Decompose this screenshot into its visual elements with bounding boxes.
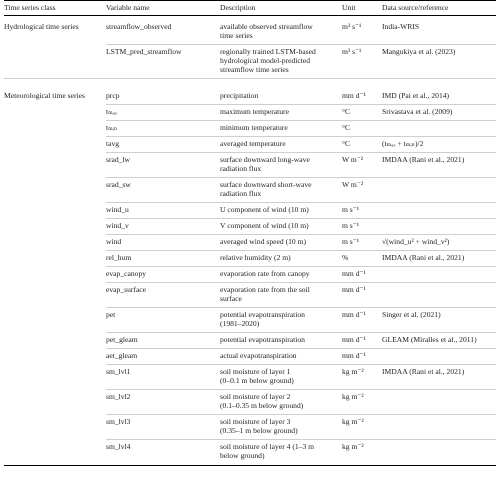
description-line: available observed streamflow [220, 22, 313, 31]
description-line: averaged temperature [220, 139, 286, 148]
unit: m s⁻¹ [342, 205, 360, 214]
description-line: (0.35–1 m below ground) [220, 426, 298, 435]
description-line: soil moisture of layer 2 [220, 392, 291, 401]
row-separator [106, 104, 496, 105]
unit: m s⁻¹ [342, 237, 360, 246]
unit: °C [342, 139, 351, 148]
unit: °C [342, 123, 351, 132]
row-separator [106, 177, 496, 178]
unit: W m⁻² [342, 180, 364, 189]
unit: mm d⁻¹ [342, 335, 366, 344]
data-source: (tₘₐₓ + tₘᵢₙ)/2 [382, 139, 424, 148]
unit: mm d⁻¹ [342, 351, 366, 360]
row-separator [106, 120, 496, 121]
description-line: surface downward short-wave [220, 180, 312, 189]
data-source: GLEAM (Miralles et al., 2011) [382, 335, 477, 344]
unit: m³ s⁻¹ [342, 22, 362, 31]
variable-name: sm_lvl3 [106, 417, 131, 426]
variable-name: streamflow_observed [106, 22, 172, 31]
description-line: below ground) [220, 451, 265, 460]
description-line: averaged wind speed (10 m) [220, 237, 307, 246]
table-bottom-rule [4, 465, 496, 466]
description-line: (0–0.1 m below ground) [220, 376, 294, 385]
row-separator [106, 389, 496, 390]
variable-name: sm_lvl2 [106, 392, 131, 401]
row-separator [106, 44, 496, 45]
description-line: actual evapotranspiration [220, 351, 297, 360]
data-source: IMD (Pai et al., 2014) [382, 91, 450, 100]
description-line: evaporation rate from canopy [220, 269, 310, 278]
row-separator [106, 250, 496, 251]
data-source: IMDAA (Rani et al., 2021) [382, 155, 465, 164]
variable-name: wind [106, 237, 122, 246]
description-line: evaporation rate from the soil [220, 285, 310, 294]
variable-name: evap_surface [106, 285, 147, 294]
unit: kg m⁻² [342, 417, 364, 426]
description-line: soil moisture of layer 1 [220, 367, 291, 376]
data-source: Srivastava et al. (2009) [382, 107, 453, 116]
variable-name: aet_gleam [106, 351, 138, 360]
row-separator [106, 218, 496, 219]
unit: m³ s⁻¹ [342, 47, 362, 56]
unit: mm d⁻¹ [342, 91, 366, 100]
variable-name: evap_canopy [106, 269, 147, 278]
description-line: potential evapotranspiration [220, 310, 305, 319]
description-line: relative humidity (2 m) [220, 253, 291, 262]
data-source: India-WRIS [382, 22, 420, 31]
description-line: regionally trained LSTM-based [220, 47, 316, 56]
time-series-class: Hydrological time series [4, 22, 79, 31]
row-separator [106, 234, 496, 235]
row-separator [106, 348, 496, 349]
description-line: surface downward long-wave [220, 155, 310, 164]
variable-name: rel_hum [106, 253, 132, 262]
unit: mm d⁻¹ [342, 269, 366, 278]
unit: % [342, 253, 349, 262]
row-separator [106, 282, 496, 283]
data-source: IMDAA (Rani et al., 2021) [382, 367, 465, 376]
row-separator [106, 332, 496, 333]
row-separator [106, 364, 496, 365]
data-source: IMDAA (Rani et al., 2021) [382, 253, 465, 262]
variable-name: tₘᵢₙ [106, 123, 118, 132]
variable-name: tavg [106, 139, 120, 148]
variable-name: sm_lvl1 [106, 367, 131, 376]
unit: kg m⁻² [342, 442, 364, 451]
variable-name: tₘₐₓ [106, 107, 118, 116]
row-separator [106, 307, 496, 308]
description-line: U component of wind (10 m) [220, 205, 309, 214]
data-source: Mangukiya et al. (2023) [382, 47, 456, 56]
row-separator [106, 136, 496, 137]
description-line: V component of wind (10 m) [220, 221, 309, 230]
variable-name: srad_sw [106, 180, 131, 189]
variable-name: pet [106, 310, 116, 319]
description-line: potential evapotranspiration [220, 335, 305, 344]
header-rule [4, 15, 496, 16]
variable-name: srad_lw [106, 155, 131, 164]
unit: °C [342, 107, 351, 116]
variable-name: prcp [106, 91, 120, 100]
row-separator [106, 152, 496, 153]
variable-name: sm_lvl4 [106, 442, 131, 451]
unit: mm d⁻¹ [342, 285, 366, 294]
header-description: Description [220, 3, 256, 12]
description-line: minimum temperature [220, 123, 288, 132]
row-separator [106, 414, 496, 415]
unit: m s⁻¹ [342, 221, 360, 230]
description-line: time series [220, 31, 253, 40]
description-line: surface [220, 294, 242, 303]
variable-name: wind_u [106, 205, 129, 214]
description-line: radiation flux [220, 189, 262, 198]
data-source: √(wind_u² + wind_v²) [382, 237, 450, 246]
unit: W m⁻² [342, 155, 364, 164]
row-separator [4, 78, 496, 79]
row-separator [106, 266, 496, 267]
header-variable-name: Variable name [106, 3, 150, 12]
data-source: Singer et al. (2021) [382, 310, 441, 319]
variable-name: pet_gleam [106, 335, 138, 344]
header-data-source: Data source/reference [382, 3, 449, 12]
header-unit: Unit [342, 3, 356, 12]
description-line: maximum temperature [220, 107, 289, 116]
row-separator [106, 202, 496, 203]
description-line: (1981–2020) [220, 319, 260, 328]
time-series-class: Meteorological time series [4, 91, 85, 100]
description-line: precipitation [220, 91, 259, 100]
description-line: (0.1–0.35 m below ground) [220, 401, 304, 410]
description-line: radiation flux [220, 164, 262, 173]
variable-name: wind_v [106, 221, 129, 230]
description-line: soil moisture of layer 4 (1–3 m [220, 442, 315, 451]
row-separator [106, 439, 496, 440]
unit: kg m⁻² [342, 392, 364, 401]
description-line: streamflow time series [220, 65, 289, 74]
header-time-series-class: Time series class [4, 3, 56, 12]
unit: mm d⁻¹ [342, 310, 366, 319]
description-line: hydrological model-predicted [220, 56, 311, 65]
table-top-rule [4, 0, 496, 1]
unit: kg m⁻² [342, 367, 364, 376]
variable-name: LSTM_pred_streamflow [106, 47, 182, 56]
description-line: soil moisture of layer 3 [220, 417, 291, 426]
